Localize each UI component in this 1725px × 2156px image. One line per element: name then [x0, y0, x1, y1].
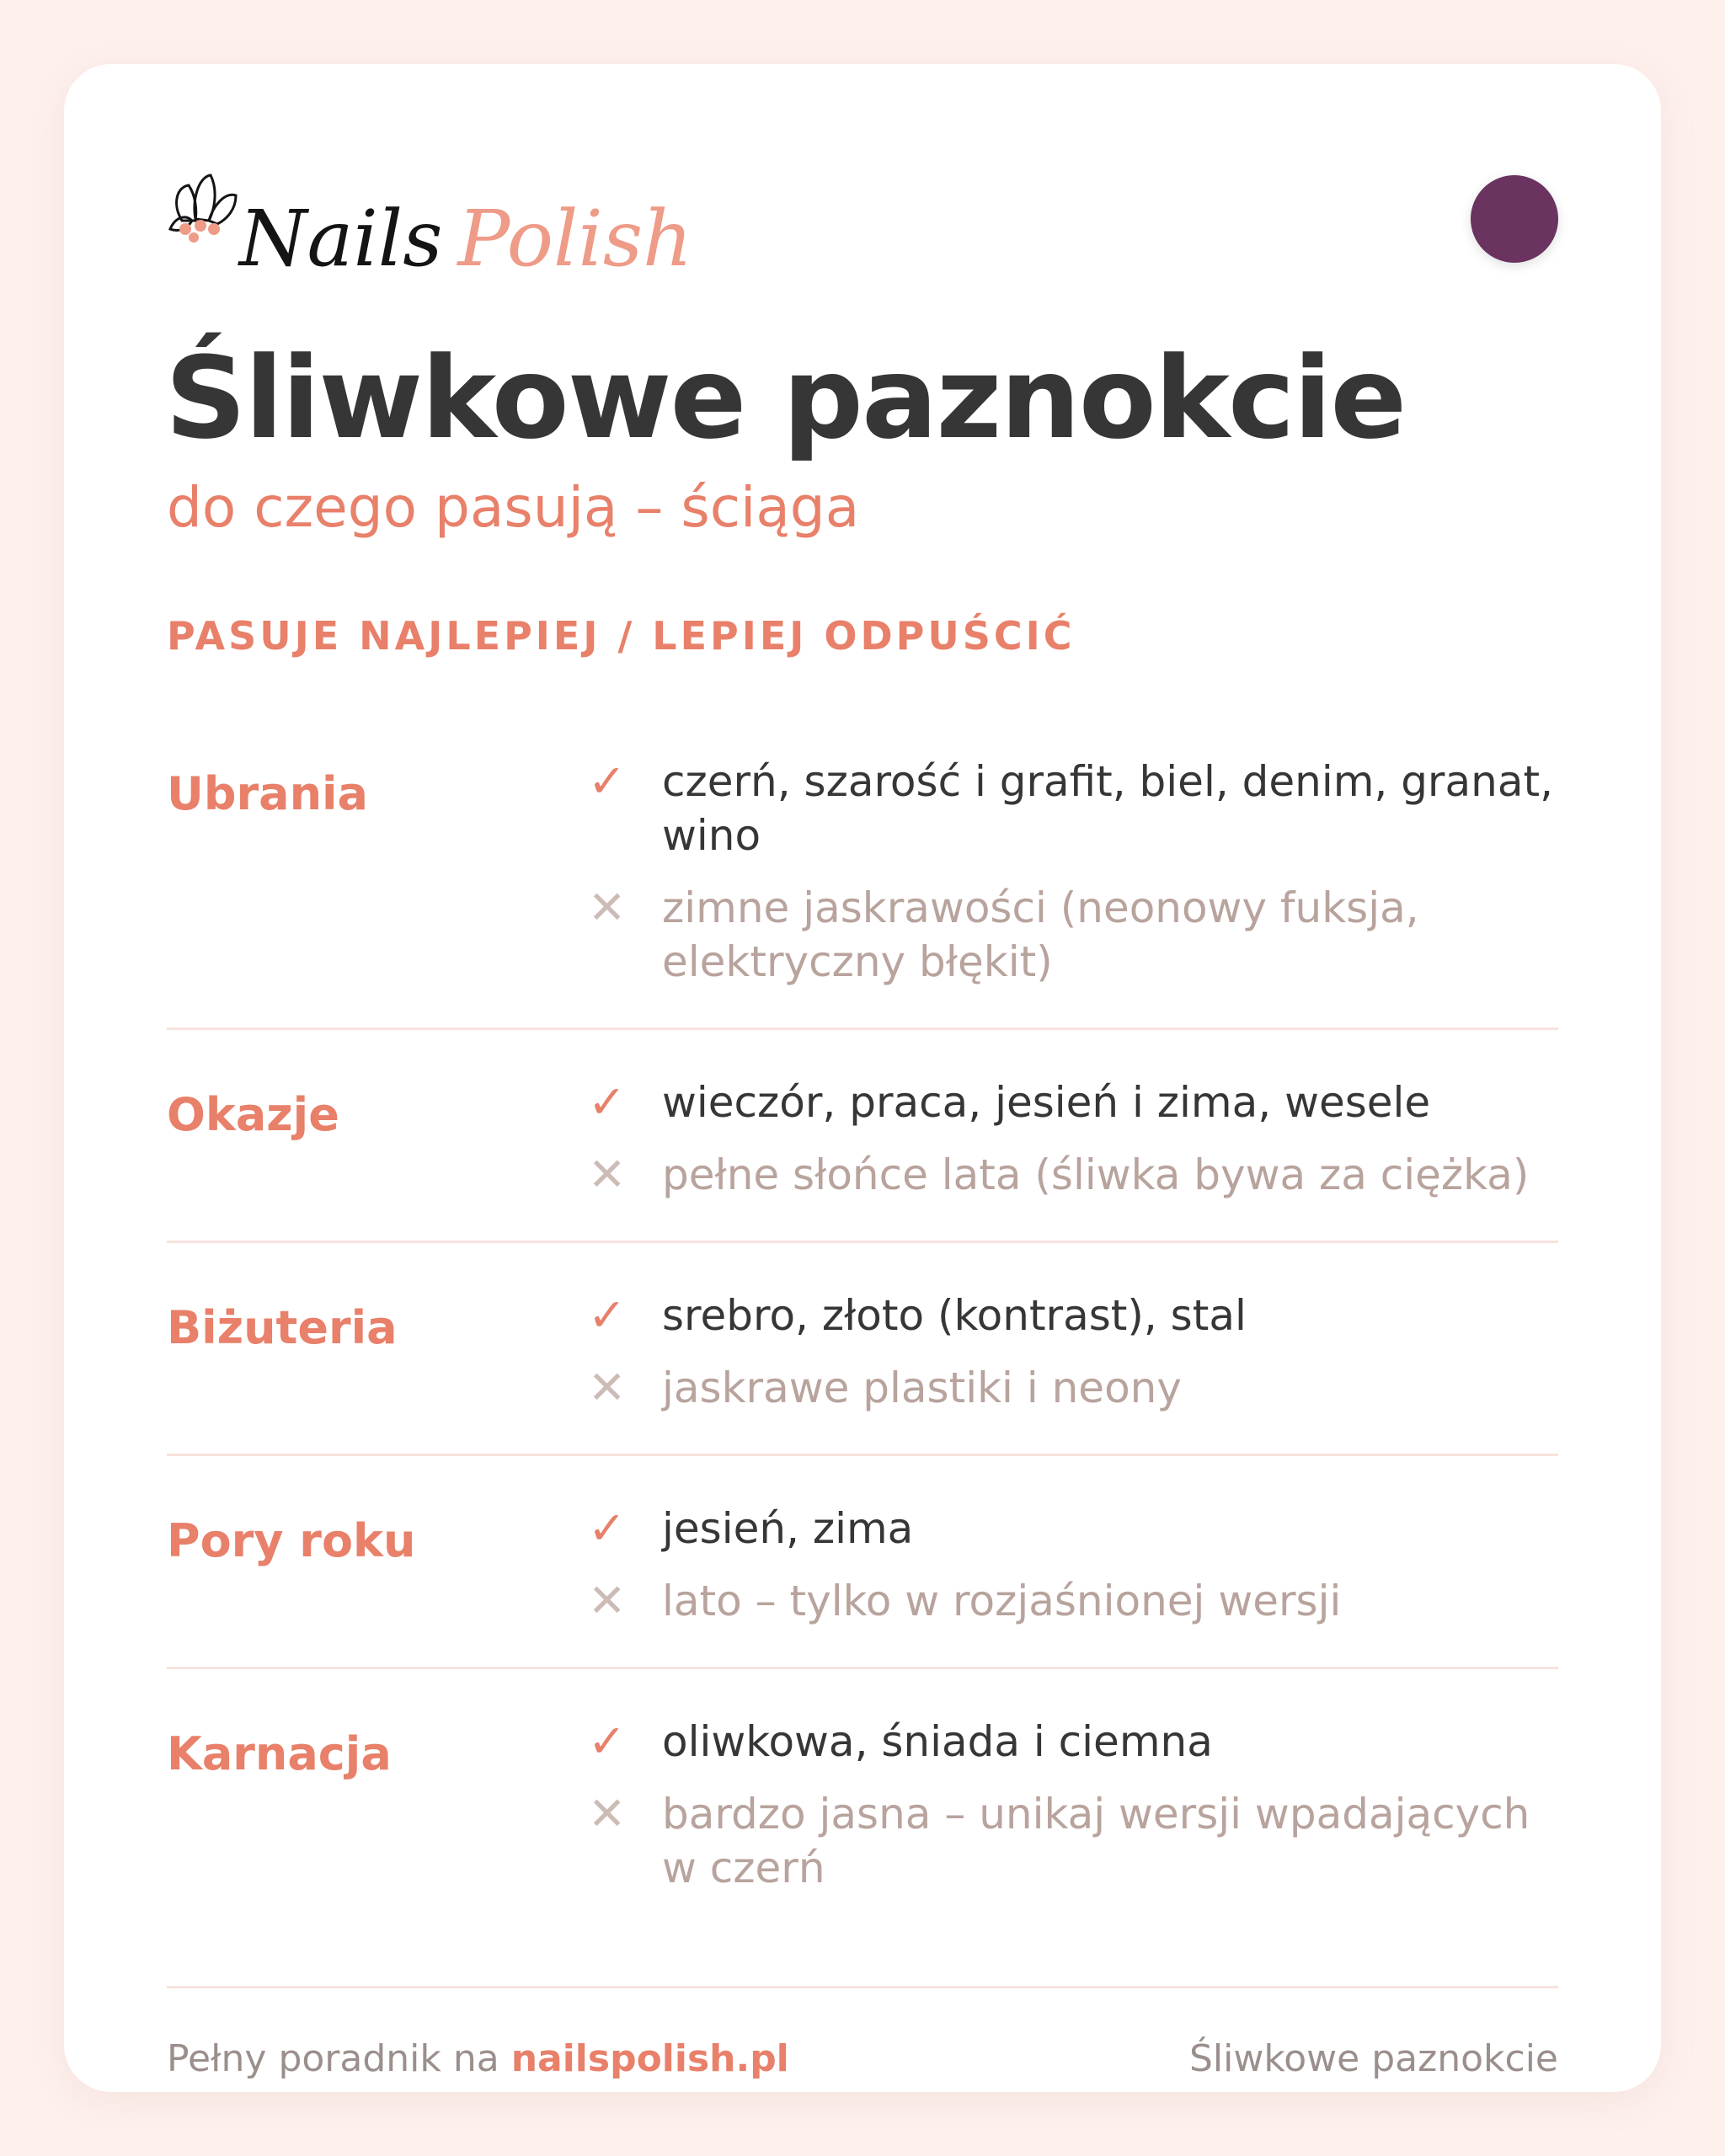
- check-icon: ✓: [588, 1289, 627, 1342]
- check-icon: ✓: [588, 1075, 627, 1129]
- check-icon: ✓: [588, 1715, 627, 1768]
- table-row: [167, 1456, 1558, 1669]
- avoid-text: jaskrawe plastiki i neony: [662, 1364, 1182, 1412]
- recommended-item: [588, 1075, 1558, 1129]
- recommended-item: [588, 755, 1558, 862]
- recommended-text: czerń, szarość i grafit, biel, denim, granat, wino: [662, 757, 1553, 860]
- avoid-item: [588, 1361, 1558, 1415]
- footer-site-link[interactable]: nailspolish.pl: [510, 2037, 789, 2080]
- footer: [167, 1986, 1558, 2080]
- page-subtitle: do czego pasują – ściąga: [167, 475, 860, 540]
- plum-color-swatch: [1471, 175, 1558, 263]
- footer-guide-note: [167, 2037, 789, 2080]
- table-row: [167, 1030, 1558, 1243]
- recommended-item: [588, 1502, 1558, 1556]
- check-icon: ✓: [588, 1502, 627, 1555]
- avoid-item: [588, 881, 1558, 989]
- footer-topic: Śliwkowe paznokcie: [1188, 2037, 1558, 2080]
- x-icon: ✕: [588, 1787, 627, 1840]
- brand-wordmark-part1: Nails: [239, 194, 443, 284]
- x-icon: ✕: [588, 881, 627, 934]
- x-icon: ✕: [588, 1574, 627, 1627]
- recommended-text: srebro, złoto (kontrast), stal: [662, 1291, 1247, 1340]
- check-icon: ✓: [588, 755, 627, 808]
- table-row: [167, 738, 1558, 1030]
- table-row: [167, 1243, 1558, 1456]
- section-label: PASUJE NAJLEPIEJ / LEPIEJ ODPUŚCIĆ: [167, 613, 1076, 659]
- row-category: Karnacja: [167, 1727, 392, 1780]
- footer-prefix: Pełny poradnik na: [167, 2037, 511, 2080]
- cheat-sheet-card: [64, 64, 1661, 2092]
- page-title: Śliwkowe paznokcie: [165, 333, 1406, 464]
- pairing-table: [167, 738, 1558, 1934]
- brand-wordmark-part2: Polish: [457, 194, 693, 284]
- table-row: [167, 1669, 1558, 1934]
- nail-fan-icon: [165, 170, 249, 263]
- brand-wordmark: [239, 194, 693, 284]
- recommended-text: jesień, zima: [662, 1504, 914, 1553]
- avoid-item: [588, 1574, 1558, 1628]
- row-category: Okazje: [167, 1088, 339, 1141]
- recommended-text: wieczór, praca, jesień i zima, wesele: [662, 1078, 1431, 1127]
- avoid-text: zimne jaskrawości (neonowy fuksja, elektryczny błękit): [662, 883, 1419, 986]
- x-icon: ✕: [588, 1148, 627, 1201]
- row-category: Pory roku: [167, 1514, 416, 1567]
- avoid-item: [588, 1787, 1558, 1895]
- avoid-item: [588, 1148, 1558, 1202]
- row-category: Ubrania: [167, 767, 368, 820]
- recommended-text: oliwkowa, śniada i ciemna: [662, 1717, 1213, 1766]
- recommended-item: [588, 1289, 1558, 1342]
- brand-logo[interactable]: [165, 165, 693, 284]
- avoid-text: bardzo jasna – unikaj wersji wpadających w czerń: [662, 1790, 1530, 1892]
- row-category: Biżuteria: [167, 1301, 398, 1354]
- recommended-item: [588, 1715, 1558, 1769]
- x-icon: ✕: [588, 1361, 627, 1414]
- avoid-text: lato – tylko w rozjaśnionej wersji: [662, 1577, 1342, 1625]
- avoid-text: pełne słońce lata (śliwka bywa za ciężka): [662, 1150, 1530, 1199]
